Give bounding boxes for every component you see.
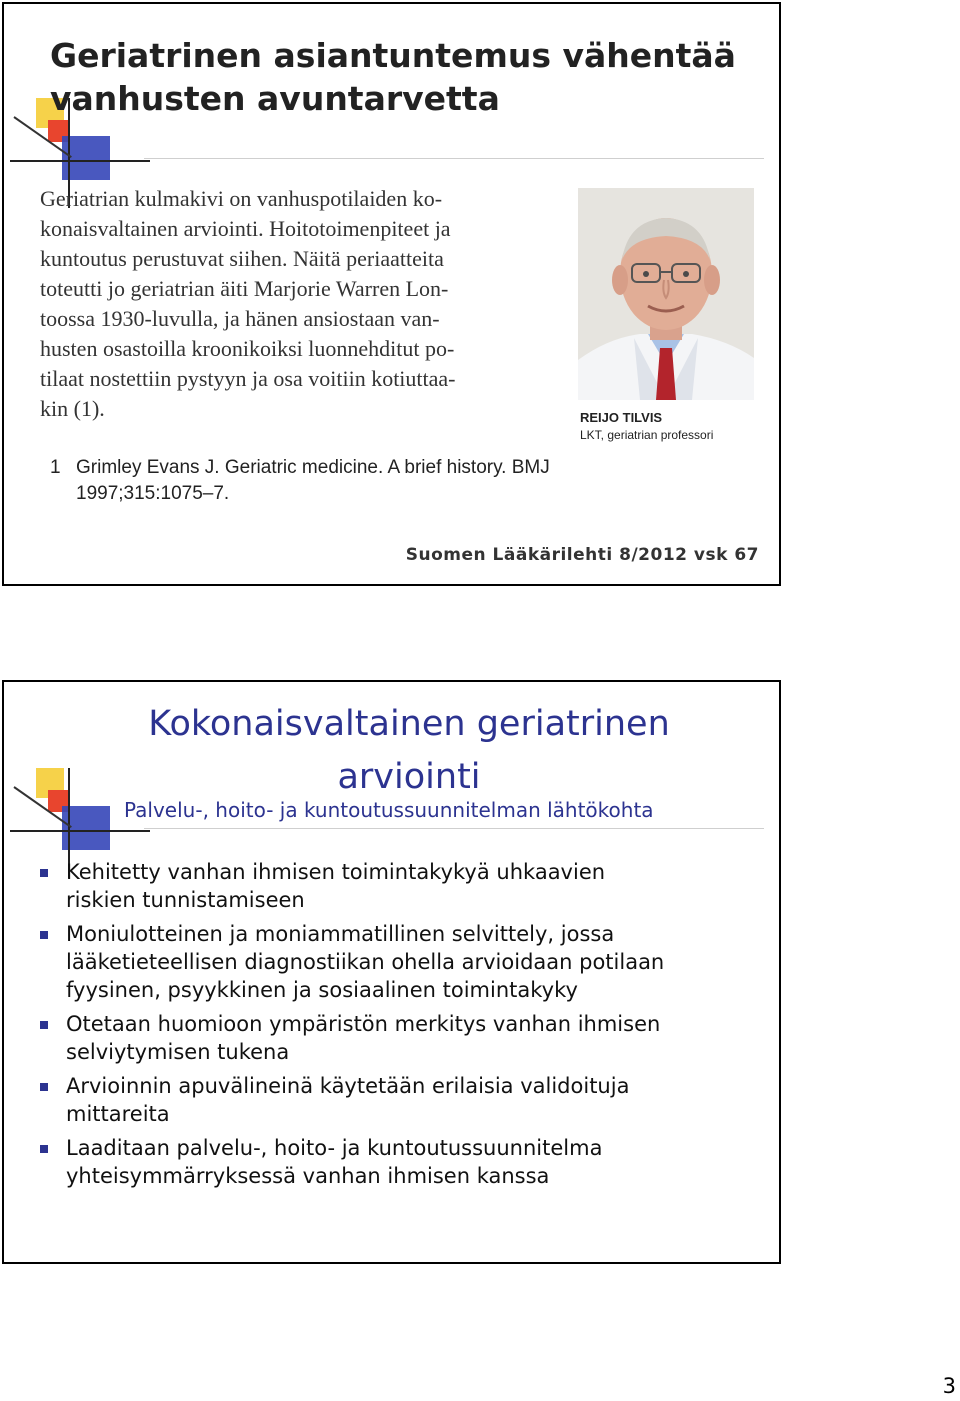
excerpt-line: Geriatrian kulmakivi on vanhuspotilaiden ko- xyxy=(40,186,443,211)
slide-2-title xyxy=(104,698,714,804)
bullet-item xyxy=(38,858,768,914)
bullet-line: selviytymisen tukena xyxy=(66,1040,290,1064)
reference-text xyxy=(76,455,550,507)
bullet-item xyxy=(38,1010,768,1066)
bullet-square-icon xyxy=(40,1021,48,1029)
bullet-square-icon xyxy=(40,869,48,877)
author-photo xyxy=(578,188,754,400)
title-divider xyxy=(144,828,764,829)
author-portrait-illustration xyxy=(578,188,754,400)
excerpt-line: husten osastoilla kroonikoiksi luonnehditut po- xyxy=(40,336,455,361)
bullet-square-icon xyxy=(40,1145,48,1153)
excerpt-line: toteutti jo geriatrian äiti Marjorie Warren Lon- xyxy=(40,276,449,301)
bullet-line: yhteisymmärryksessä vanhan ihmisen kanssa xyxy=(66,1164,550,1188)
decoration-horizontal-line xyxy=(10,160,150,162)
slide-1-title xyxy=(50,34,750,120)
excerpt-line: tilaat nostettiin pystyyn ja osa voitiin kotiuttaa- xyxy=(40,366,456,391)
bullet-line: fyysinen, psyykkinen ja sosiaalinen toimintakyky xyxy=(66,978,578,1002)
author-name: REIJO TILVIS xyxy=(580,410,663,425)
title-line: arviointi xyxy=(337,757,481,797)
slide-2 xyxy=(2,680,781,1264)
reference-line: 1997;315:1075–7. xyxy=(76,483,230,504)
bullet-line: Kehitetty vanhan ihmisen toimintakykyä uhkaavien xyxy=(66,860,606,884)
excerpt-line: kin (1). xyxy=(40,396,105,421)
bullet-line: lääketieteellisen diagnostiikan ohella arvioidaan potilaan xyxy=(66,950,665,974)
excerpt-line: toossa 1930-luvulla, ja hänen ansiostaan van- xyxy=(40,306,440,331)
reference-line: Grimley Evans J. Geriatric medicine. A brief history. BMJ xyxy=(76,457,550,478)
bullet-line: Moniulotteinen ja moniammatillinen selvittely, jossa xyxy=(66,922,615,946)
author-role: LKT, geriatrian professori xyxy=(580,428,714,442)
bullet-item xyxy=(38,920,768,1004)
article-excerpt xyxy=(40,184,532,424)
title-line: vanhusten avuntarvetta xyxy=(50,79,500,118)
page-number: 3 xyxy=(942,1374,956,1398)
bullet-line: mittareita xyxy=(66,1102,170,1126)
bullet-square-icon xyxy=(40,1083,48,1091)
excerpt-line: konaisvaltainen arviointi. Hoitotoimenpiteet ja xyxy=(40,216,451,241)
bullet-list xyxy=(38,858,768,1196)
slide-2-subtitle: Palvelu-, hoito- ja kuntoutussuunnitelman lähtökohta xyxy=(124,798,654,822)
bullet-item xyxy=(38,1134,768,1190)
bullet-square-icon xyxy=(40,931,48,939)
reference-number: 1 xyxy=(50,457,61,478)
publication-source: Suomen Lääkärilehti 8/2012 vsk 67 xyxy=(405,545,759,565)
bullet-line: Laaditaan palvelu-, hoito- ja kuntoutussuunnitelma xyxy=(66,1136,603,1160)
decoration-horizontal-line xyxy=(10,830,150,832)
bullet-line: riskien tunnistamiseen xyxy=(66,888,305,912)
slide-1 xyxy=(2,2,781,586)
bullet-line: Arvioinnin apuvälineinä käytetään erilaisia validoituja xyxy=(66,1074,630,1098)
bullet-item xyxy=(38,1072,768,1128)
bullet-line: Otetaan huomioon ympäristön merkitys vanhan ihmisen xyxy=(66,1012,661,1036)
excerpt-line: kuntoutus perustuvat siihen. Näitä periaatteita xyxy=(40,246,444,271)
title-divider xyxy=(144,158,764,159)
title-line: Kokonaisvaltainen geriatrinen xyxy=(148,704,670,744)
title-line: Geriatrinen asiantuntemus vähentää xyxy=(50,36,736,75)
